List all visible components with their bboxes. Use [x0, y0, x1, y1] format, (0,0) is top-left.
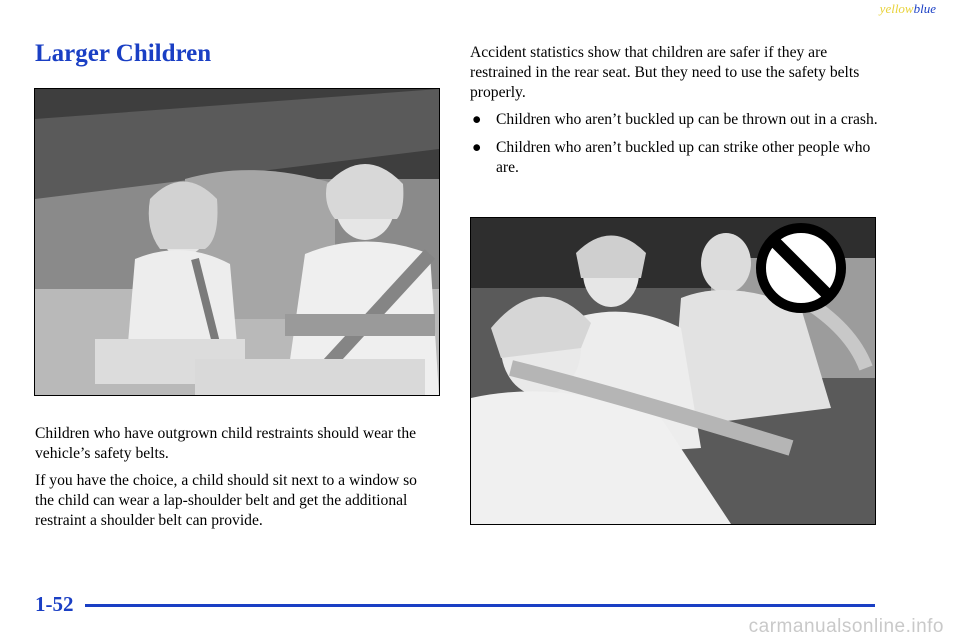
watermark: carmanualsonline.info: [748, 616, 944, 637]
list-item: [470, 110, 880, 130]
left-paragraph-1: Children who have outgrown child restraints should wear the vehicle’s safety belts.: [35, 425, 417, 462]
bullet-list: [470, 110, 880, 186]
footer-rule: [85, 604, 875, 607]
bullet-text: Children who aren’t buckled up can strike other people who are.: [496, 139, 871, 176]
children-rear-seat-illustration: [34, 88, 440, 396]
bullet-text: Children who aren’t buckled up can be thrown out in a crash.: [496, 111, 878, 128]
section-title: Larger Children: [35, 40, 212, 67]
tag-yellow: yellow: [879, 1, 914, 16]
bullet-dot: ●: [472, 139, 482, 156]
tag-blue: blue: [913, 1, 936, 16]
right-intro-paragraph: Accident statistics show that children are safer if they are restrained in the rear seat. But they need to use the safety belts properly.: [470, 44, 860, 101]
unbuckled-children-illustration: [470, 217, 876, 525]
left-paragraph-2: If you have the choice, a child should sit next to a window so the child can wear a lap-shoulder belt and get the additional restraint a shoulder belt can provide.: [35, 472, 417, 529]
page-number: 1-52: [35, 592, 74, 616]
list-item: [470, 138, 880, 178]
edition-tag: [880, 1, 936, 17]
bullet-dot: ●: [472, 111, 482, 128]
